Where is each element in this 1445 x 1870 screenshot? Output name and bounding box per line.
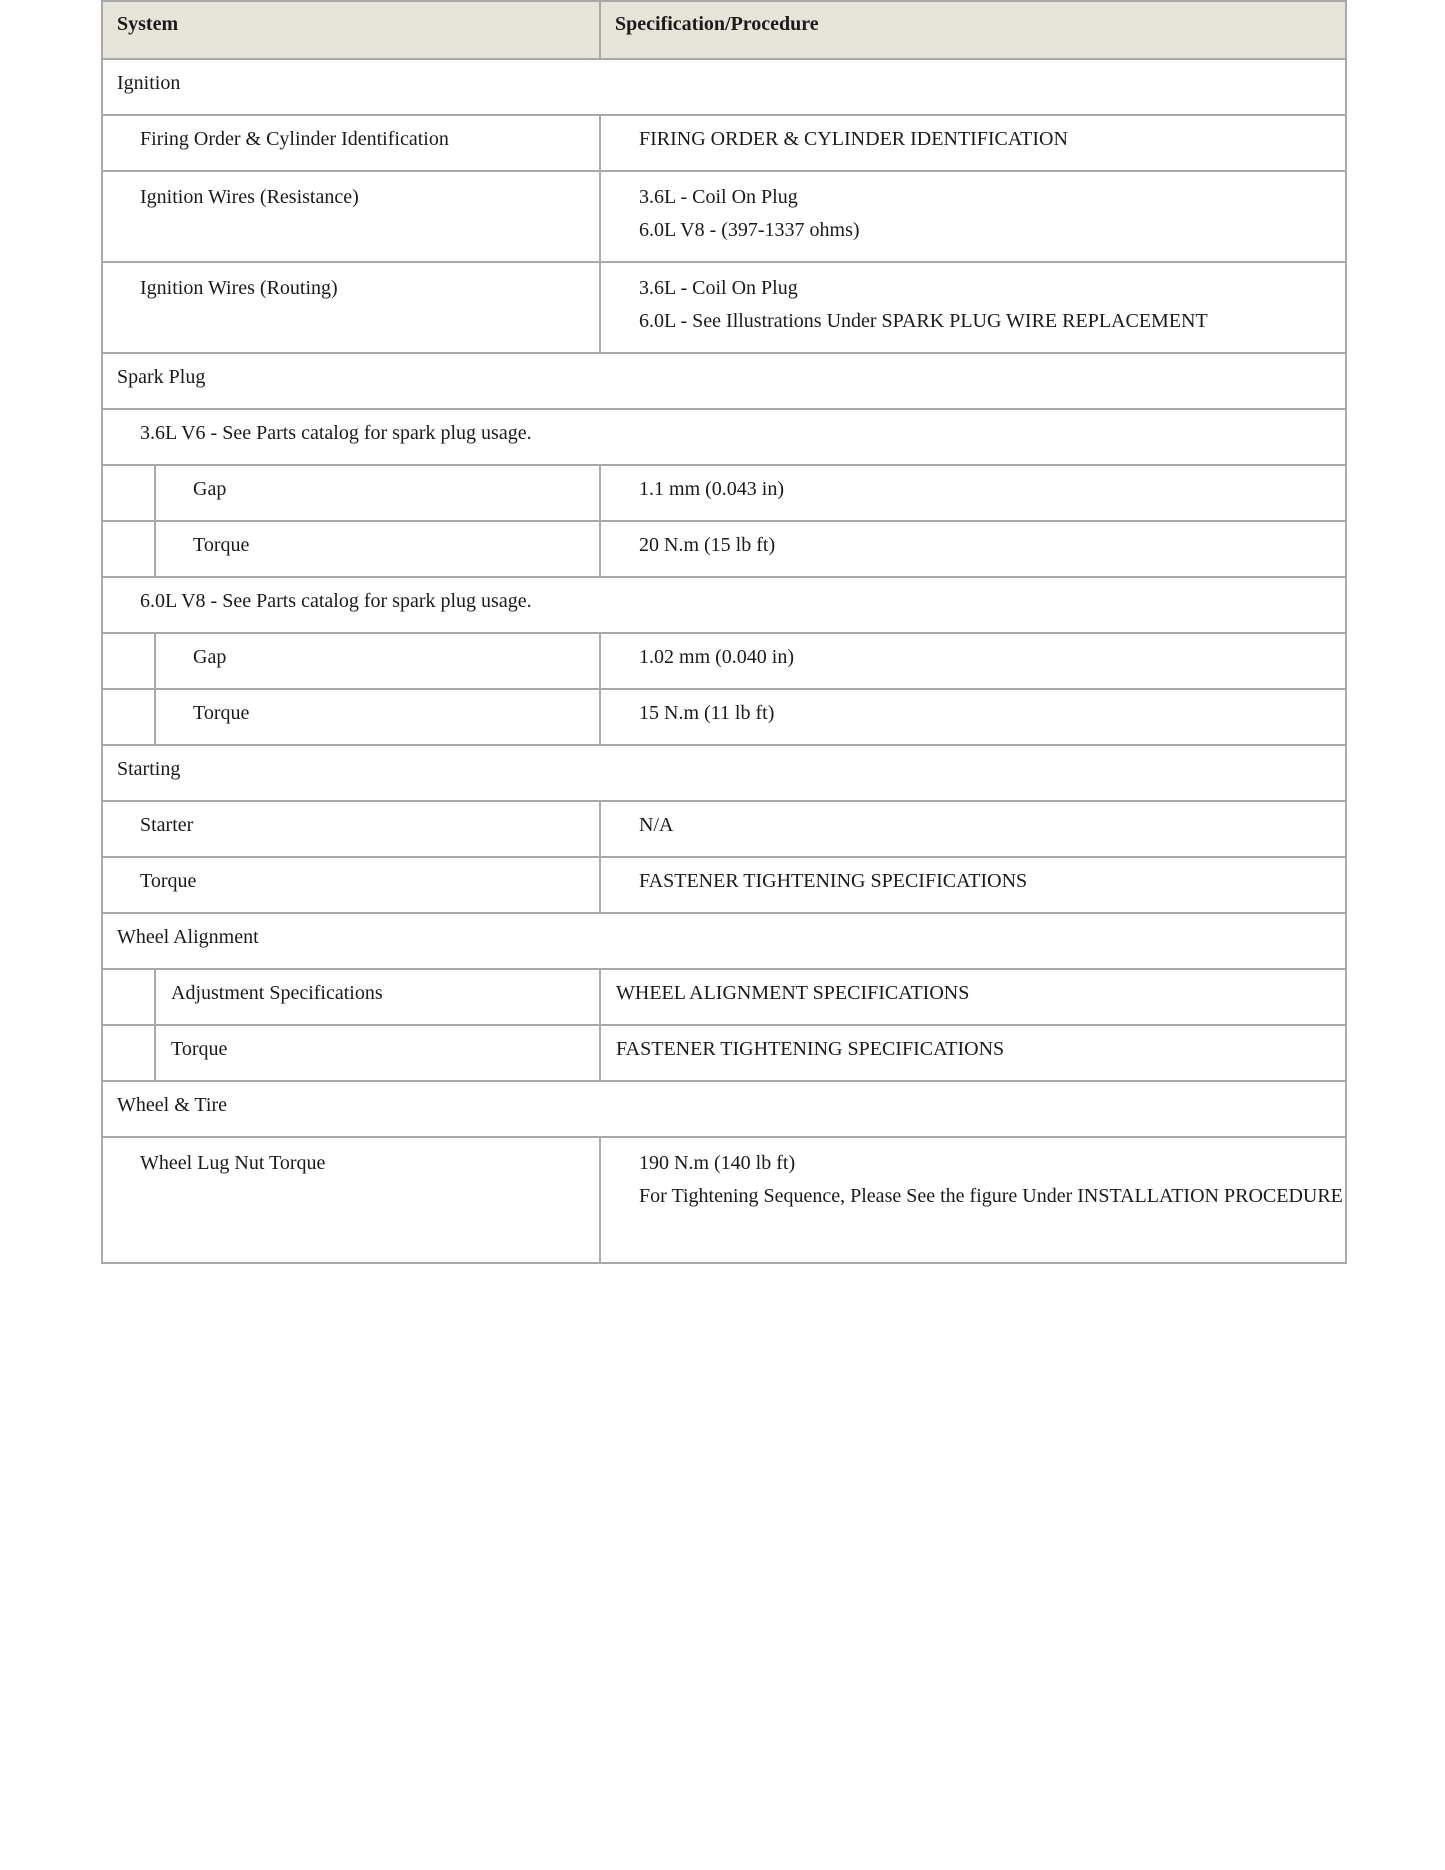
subsection-row-v8	[102, 577, 1346, 633]
section-title: Wheel Alignment	[102, 913, 1346, 969]
row-value: FASTENER TIGHTENING SPECIFICATIONS	[600, 1025, 1346, 1081]
row-label: Gap	[155, 633, 600, 689]
section-row-wheel-alignment	[102, 913, 1346, 969]
section-title: Spark Plug	[102, 353, 1346, 409]
row-value	[600, 1137, 1346, 1263]
row-label: Torque	[155, 1025, 600, 1081]
row-value	[600, 262, 1346, 353]
table-row	[102, 801, 1346, 857]
table-row	[102, 689, 1346, 745]
table-row	[102, 857, 1346, 913]
header-specification: Specification/Procedure	[600, 1, 1346, 59]
value-line: 3.6L - Coil On Plug	[639, 277, 798, 299]
value-line: For Tightening Sequence, Please See the figure Under INSTALLATION PROCEDURE	[639, 1185, 1343, 1207]
subsection-row-v6	[102, 409, 1346, 465]
row-label: Gap	[155, 465, 600, 521]
row-label: Firing Order & Cylinder Identification	[102, 115, 600, 171]
value-line: 6.0L V8 - (397-1337 ohms)	[639, 219, 860, 241]
section-title: Ignition	[102, 59, 1346, 115]
subsection-title: 6.0L V8 - See Parts catalog for spark plug usage.	[102, 577, 1346, 633]
table-header-row	[102, 1, 1346, 59]
row-value: FASTENER TIGHTENING SPECIFICATIONS	[600, 857, 1346, 913]
row-value	[600, 171, 1346, 262]
section-row-spark-plug	[102, 353, 1346, 409]
table-row	[102, 465, 1346, 521]
indent-cell	[102, 969, 155, 1025]
row-value: 20 N.m (15 lb ft)	[600, 521, 1346, 577]
table-row	[102, 1025, 1346, 1081]
section-title: Starting	[102, 745, 1346, 801]
section-title: Wheel & Tire	[102, 1081, 1346, 1137]
subsection-title: 3.6L V6 - See Parts catalog for spark plug usage.	[102, 409, 1346, 465]
row-value: 15 N.m (11 lb ft)	[600, 689, 1346, 745]
value-line: 190 N.m (140 lb ft)	[639, 1152, 796, 1174]
table-row	[102, 115, 1346, 171]
value-line: 3.6L - Coil On Plug	[639, 186, 798, 208]
row-label: Ignition Wires (Routing)	[102, 262, 600, 353]
table-row	[102, 262, 1346, 353]
row-label: Starter	[102, 801, 600, 857]
specification-table	[101, 0, 1347, 1264]
section-row-ignition	[102, 59, 1346, 115]
row-label: Torque	[102, 857, 600, 913]
indent-cell	[102, 465, 155, 521]
value-line: 6.0L - See Illustrations Under SPARK PLUG WIRE REPLACEMENT	[639, 310, 1208, 332]
table-row	[102, 171, 1346, 262]
table-row	[102, 1137, 1346, 1263]
row-value: FIRING ORDER & CYLINDER IDENTIFICATION	[600, 115, 1346, 171]
indent-cell	[102, 521, 155, 577]
table-row	[102, 969, 1346, 1025]
row-value: N/A	[600, 801, 1346, 857]
row-value: 1.1 mm (0.043 in)	[600, 465, 1346, 521]
table-row	[102, 633, 1346, 689]
row-label: Torque	[155, 689, 600, 745]
indent-cell	[102, 1025, 155, 1081]
indent-cell	[102, 633, 155, 689]
section-row-wheel-tire	[102, 1081, 1346, 1137]
row-value: 1.02 mm (0.040 in)	[600, 633, 1346, 689]
indent-cell	[102, 689, 155, 745]
row-label: Adjustment Specifications	[155, 969, 600, 1025]
section-row-starting	[102, 745, 1346, 801]
row-label: Ignition Wires (Resistance)	[102, 171, 600, 262]
header-system: System	[102, 1, 600, 59]
row-label: Wheel Lug Nut Torque	[102, 1137, 600, 1263]
row-label: Torque	[155, 521, 600, 577]
table-row	[102, 521, 1346, 577]
row-value: WHEEL ALIGNMENT SPECIFICATIONS	[600, 969, 1346, 1025]
